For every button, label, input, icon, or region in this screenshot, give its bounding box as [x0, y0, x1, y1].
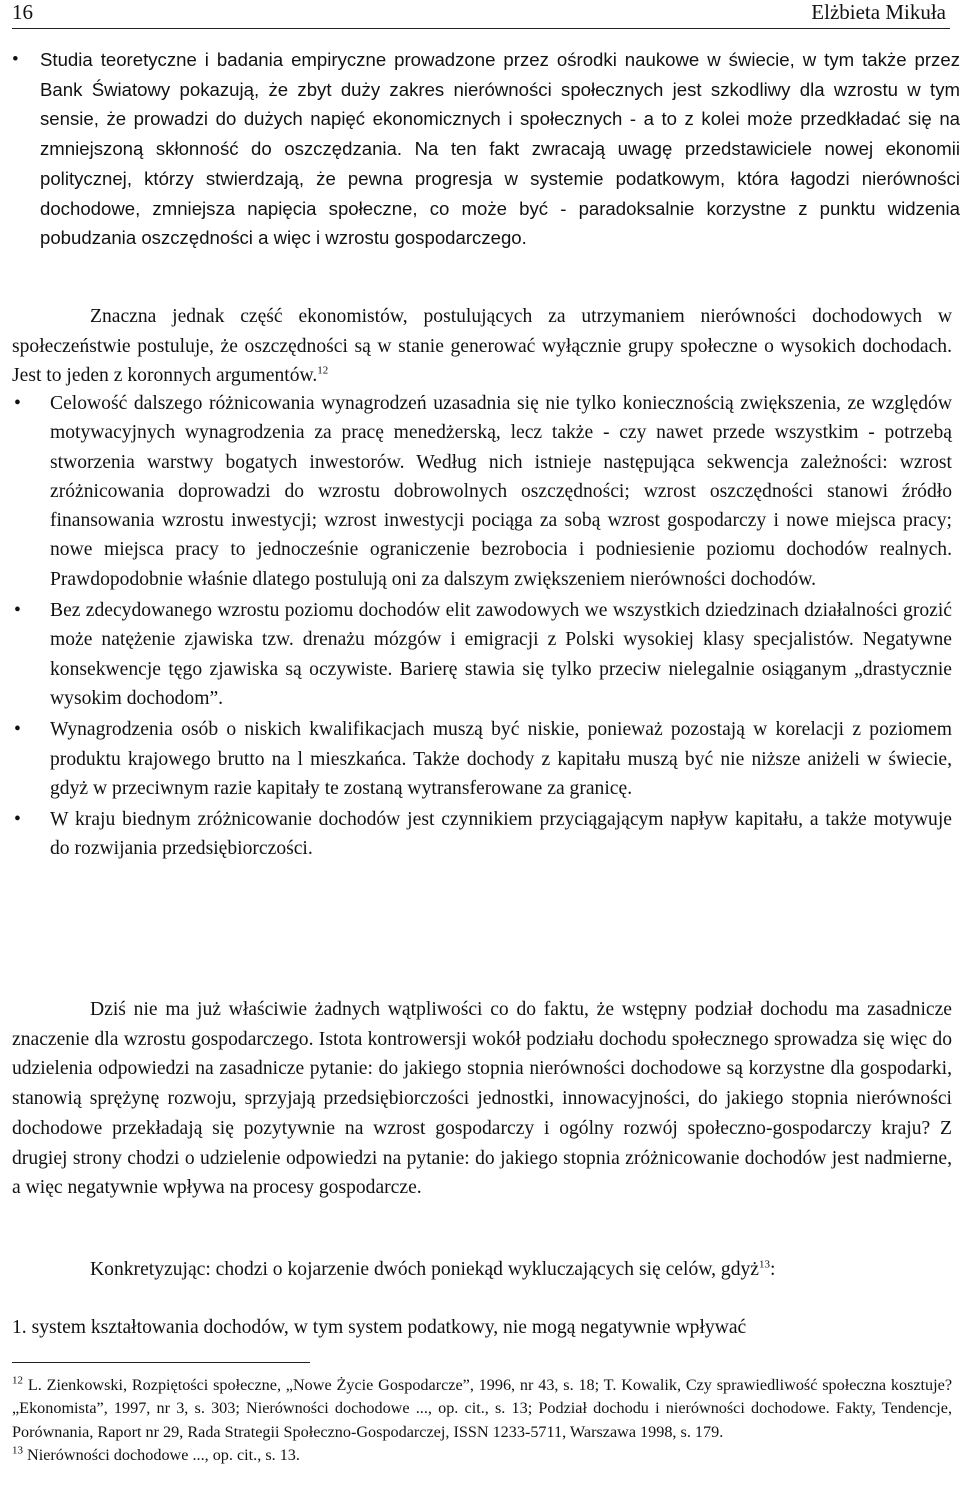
bullet-intro-text: Studia teoretyczne i badania empiryczne prowadzone przez ośrodki naukowe w świecie, w tym także przez Bank Światowy pokazują, że zbyt duży zakres nierówności społecznych jest szkodliwy dla wzrostu w tym sensie, że prowadzi do dużych napięć ekonomicznych i społecznych - a to z kolei może przedkładać się na zmniejszoną skłonność do oszczędzania. Na ten fakt zwracają uwagę przedstawiciele nowej ekonomii politycznej, którzy stwierdzają, że pewna progresja w systemie podatkowym, która łagodzi nierówności dochodowe, zmniejsza napięcia społeczne, co może być - paradoksalnie korzystne z punktu widzenia pobudzania oszczędności a więc i wzrostu gospodarczego.: [40, 49, 960, 249]
list-item: [12, 805, 952, 864]
list-item: [12, 596, 952, 713]
footnote-ref-12: 12: [317, 364, 329, 377]
running-author: Elżbieta Mikuła: [811, 0, 946, 24]
paragraph-konkretyzujac-text: Konkretyzując: chodzi o kojarzenie dwóch poniekąd wykluczających się celów, gdyż: [90, 1259, 759, 1280]
paragraph-konkretyzujac-colon: :: [770, 1259, 776, 1280]
footnote-text: Nierówności dochodowe ..., op. cit., s. 13.: [27, 1446, 300, 1465]
bullet-text: Bez zdecydowanego wzrostu poziomu dochodów elit zawodowych we wszystkich dziedzinach działalności grozić może natężenie zjawiska tzw. drenażu mózgów i emigracji z Polski wysokiej klasy specjalistów. Negatywne konsekwencje tęgo zjawiska są oczywiste. Barierę stawia się tylko przeciw nielegalnie osiąganym „drastycznie wysokim dochodom”.: [50, 600, 952, 709]
list-item: [12, 715, 952, 803]
bullet-symbol: •: [12, 49, 19, 70]
page-number: 16: [12, 0, 33, 24]
list-item: [12, 389, 952, 594]
running-header: [12, 0, 950, 30]
numbered-item-1: 1. system kształtowania dochodów, w tym system podatkowy, nie mogą negatywnie wpływać: [12, 1317, 747, 1338]
footnote-text: L. Zienkowski, Rozpiętości społeczne, „Nowe Życie Gospodarcze”, 1996, nr 43, s. 18; T. Kowalik, Czy sprawiedliwość społeczna kosztuje? „Ekonomista”, 1997, nr 3, s. 303; Nierówności dochodowe ..., op. cit., s. 13; Podział dochodu i nierówności dochodowe. Fakty, Tendencje, Porównania, Raport nr 29, Rada Strategii Społeczno-Gospodarczej, ISSN 1233-5711, Warszawa 1998, s. 179.: [12, 1376, 953, 1441]
footnote-ref-13: 13: [759, 1258, 770, 1271]
bullet-symbol: •: [14, 809, 21, 831]
footnote-number: 12: [12, 1374, 23, 1387]
argument-bullet-list: [12, 389, 952, 866]
bullet-text: Wynagrodzenia osób o niskich kwalifikacjach muszą być niskie, ponieważ pozostają w korelacji z poziomem produktu krajowego brutto na l mieszkańca. Także dochody z kapitału muszą być nie niższe aniżeli w świecie, gdyż w przeciwnym razie kapitały te zostaną wytransferowane za granicę.: [50, 719, 952, 799]
bullet-text: W kraju biednym zróżnicowanie dochodów jest czynnikiem przyciągającym napływ kapitału, a także motywuje do rozwijania przedsiębiorczości.: [50, 809, 952, 860]
paragraph-znaczna: [12, 302, 952, 391]
footnote-rule: [12, 1362, 310, 1363]
bullet-symbol: •: [14, 719, 21, 741]
header-rule: [12, 28, 950, 29]
bullet-text: Celowość dalszego różnicowania wynagrodzeń uzasadnia się nie tylko koniecznością zwiększenia, ze względów motywacyjnych wynagrodzenia za pracę menedżerską, lecz także - czy nawet przede wszystkim - potrzebą stworzenia warstwy bogatych inwestorów. Według nich istnieje następująca sekwencja zależności: wzrost zróżnicowania doprowadzi do wzrostu dobrowolnych oszczędności; wzrost oszczędności stanowi źródło finansowania wzrostu inwestycji; wzrost inwestycji pociąga za sobą wzrost gospodarczy i nowe miejsca pracy; nowe miejsca pracy to jednocześnie ograniczenie bezrobocia i podniesienie poziomu dochodów realnych. Prawdopodobnie właśnie dlatego postulują oni za dalszym zwiększeniem nierówności dochodów.: [50, 393, 952, 590]
footnote-12: [12, 1374, 952, 1444]
bullet-symbol: •: [14, 600, 21, 622]
paragraph-dzis: Dziś nie ma już właściwie żadnych wątpliwości co do faktu, że wstępny podział dochodu ma zasadnicze znaczenie dla wzrostu gospodarczego. Istota kontrowersji wokół podziału dochodu społecznego sprowadza się więc do udzielenia odpowiedzi na zasadnicze pytanie: do jakiego stopnia nierówności dochodowe są korzystne dla gospodarki, stanowią sprężynę rozwoju, sprzyjają przedsiębiorczości jednostki, innowacyjności, do jakiego stopnia nierówności dochodowe przekładają się pozytywnie na wzrost gospodarczy i ogólny rozwój społeczno-gospodarczy kraju? Z drugiej strony chodzi o udzielenie odpowiedzi na pytanie: do jakiego stopnia zróżnicowanie dochodów jest nadmierne, a więc negatywnie wpływa na procesy gospodarcze.: [12, 999, 952, 1199]
paragraph-konkretyzujac: [12, 1255, 952, 1285]
bullet-symbol: •: [14, 393, 21, 414]
footnotes: [12, 1374, 952, 1468]
footnote-number: 13: [12, 1444, 23, 1457]
footnote-13: [12, 1444, 952, 1467]
paragraph-znaczna-text: Znaczna jednak część ekonomistów, postulujących za utrzymaniem nierówności dochodowych w społeczeństwie postuluje, że oszczędności są w stanie generować wyłącznie grupy społeczne o wysokich dochodach. Jest to jeden z koronnych argumentów.: [12, 306, 952, 387]
